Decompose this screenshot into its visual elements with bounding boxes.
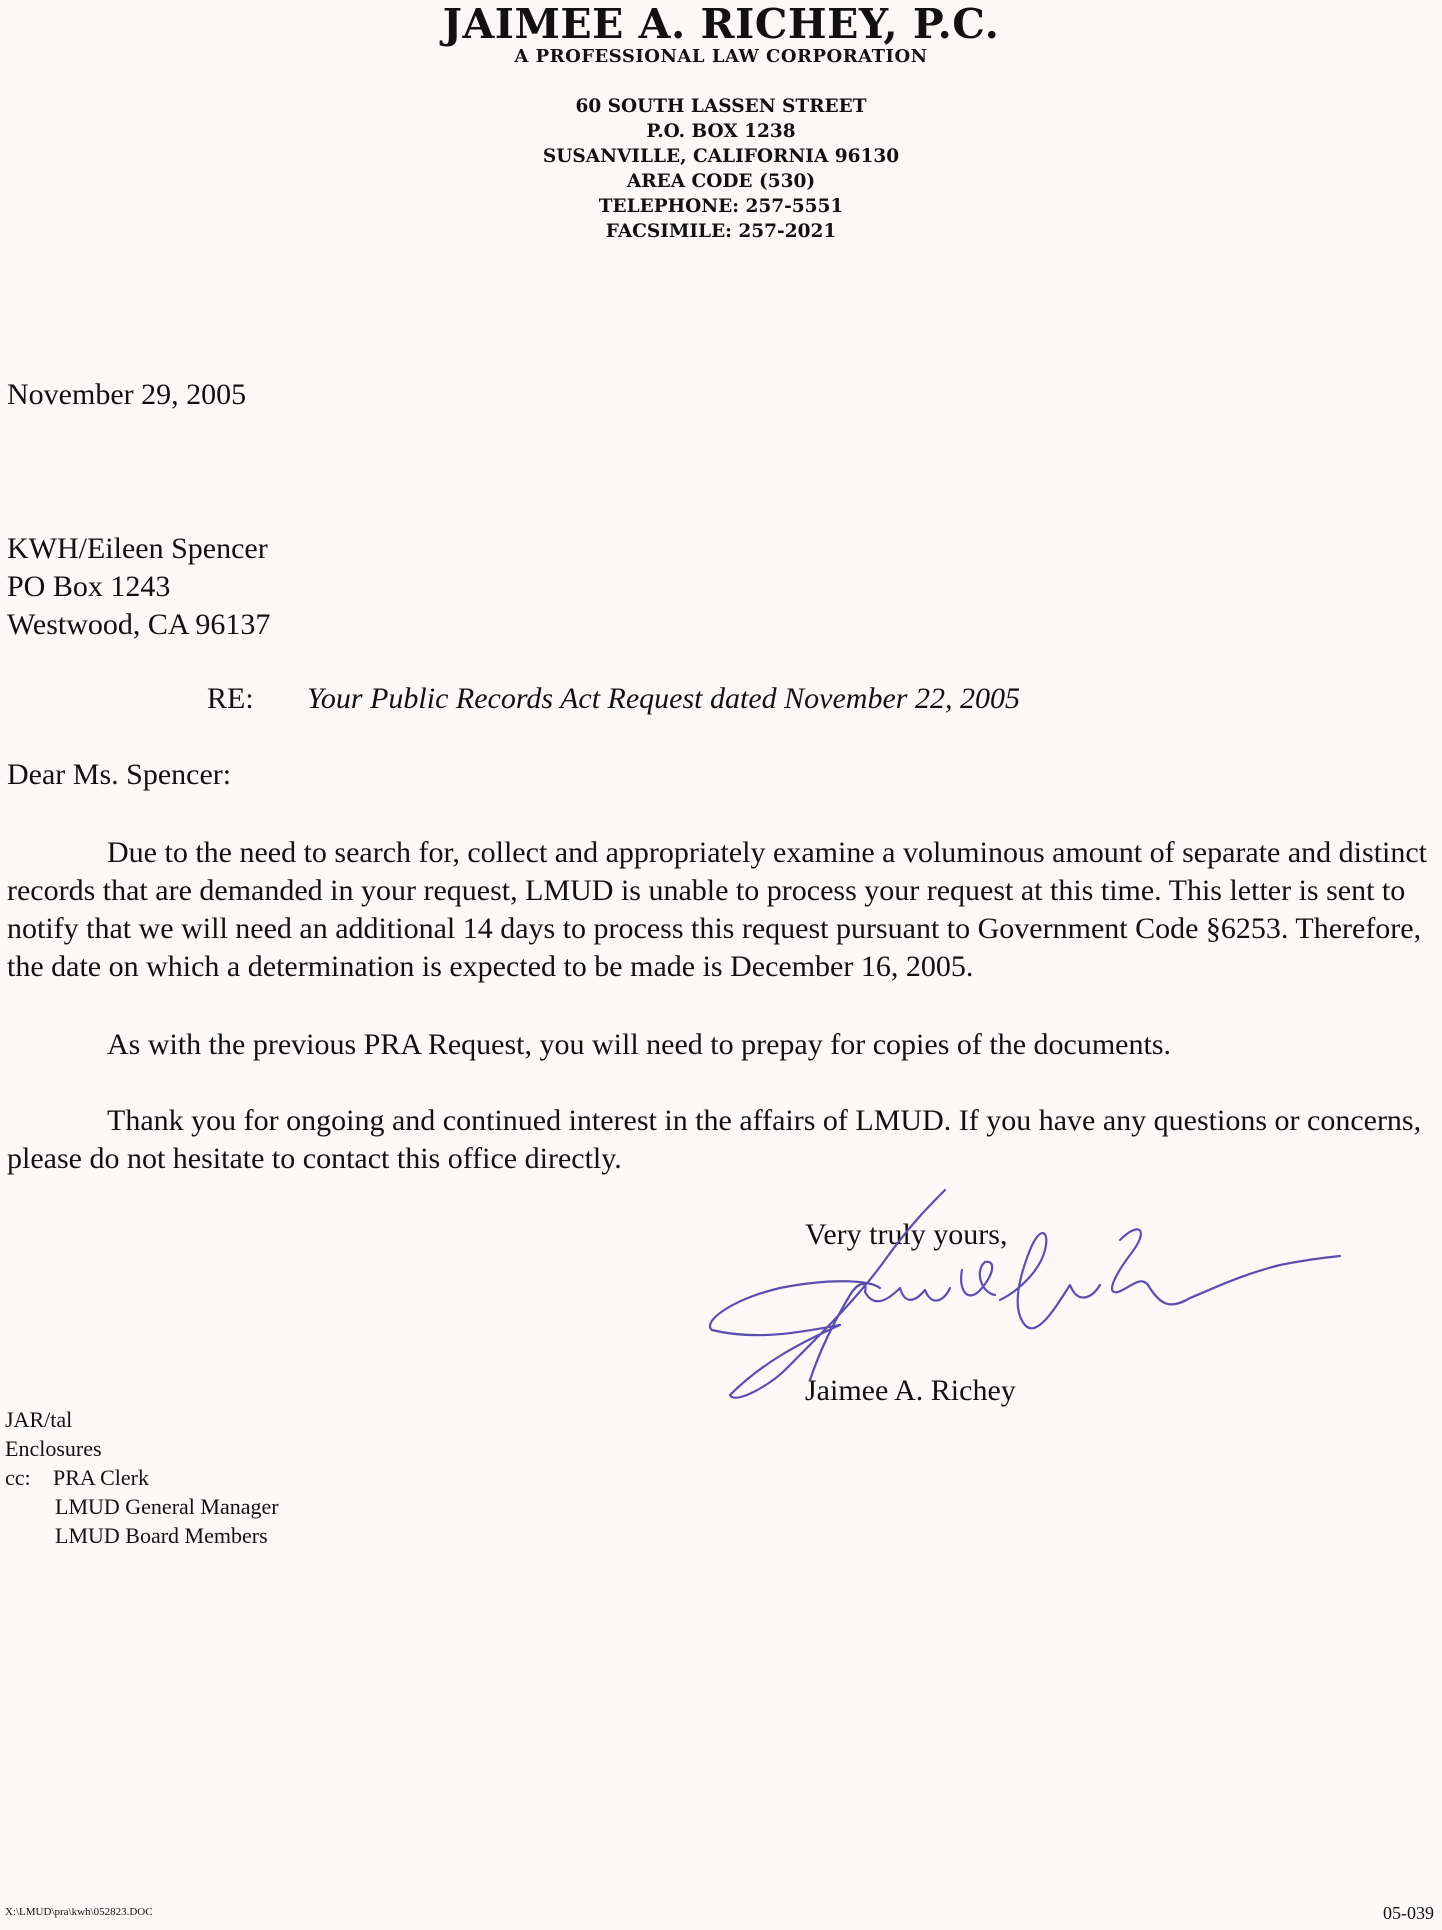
salutation: Dear Ms. Spencer:: [7, 758, 232, 791]
closing: Very truly yours,: [805, 1218, 1008, 1251]
address-facsimile: FACSIMILE: 257-2021: [605, 221, 837, 242]
reference-block: [5, 1405, 279, 1550]
cc-recipient: PRA Clerk: [53, 1465, 149, 1490]
enclosures-note: Enclosures: [5, 1436, 102, 1461]
paragraph-text: Due to the need to search for, collect and appropriately examine a voluminous amount of separate and distinct records that are demanded in your request, LMUD is unable to process your request at this time. This letter is sent to notify that we will need an additional 14 days to process this request pursuant to Government Code §6253. Therefore, the date on which a determination is expected to be made is December 16, 2005.: [7, 836, 1428, 983]
body-paragraph: [7, 1102, 1437, 1178]
body-paragraph: [7, 1026, 1437, 1064]
firm-name: JAIMEE A. RICHEY, P.C.: [442, 0, 1000, 48]
cc-recipient: LMUD Board Members: [55, 1523, 268, 1548]
address-po-box: P.O. BOX 1238: [646, 121, 796, 142]
recipient-city: Westwood, CA 96137: [7, 608, 271, 641]
re-label: RE:: [207, 682, 254, 715]
recipient-po-box: PO Box 1243: [7, 570, 171, 603]
cc-line: [5, 1463, 279, 1492]
body-paragraph: [7, 834, 1437, 986]
cc-label: cc:: [5, 1465, 31, 1490]
signature: [700, 1180, 1350, 1420]
recipient-name: KWH/Eileen Spencer: [7, 532, 268, 565]
letter-date: November 29, 2005: [7, 378, 247, 411]
file-path: X:\LMUD\pra\kwh\052823.DOC: [5, 1906, 153, 1918]
address-street: 60 SOUTH LASSEN STREET: [575, 96, 867, 117]
typist-initials: JAR/tal: [5, 1407, 73, 1432]
paragraph-text: As with the previous PRA Request, you will need to prepay for copies of the documents.: [107, 1028, 1171, 1061]
recipient-address: [7, 530, 270, 644]
cc-recipient: LMUD General Manager: [55, 1494, 279, 1519]
firm-subtitle: A PROFESSIONAL LAW CORPORATION: [514, 46, 928, 67]
address-area-code: AREA CODE (530): [626, 171, 816, 192]
address-city: SUSANVILLE, CALIFORNIA 96130: [542, 146, 900, 167]
re-subject: Your Public Records Act Request dated November 22, 2005: [307, 682, 1020, 715]
paragraph-text: Thank you for ongoing and continued interest in the affairs of LMUD. If you have any questions or concerns, please do not hesitate to contact this office directly.: [7, 1104, 1422, 1175]
document-number: 05-039: [1383, 1903, 1434, 1923]
signer-name: Jaimee A. Richey: [805, 1374, 1016, 1407]
address-telephone: TELEPHONE: 257-5551: [598, 196, 844, 217]
firm-address-block: [0, 94, 1442, 244]
